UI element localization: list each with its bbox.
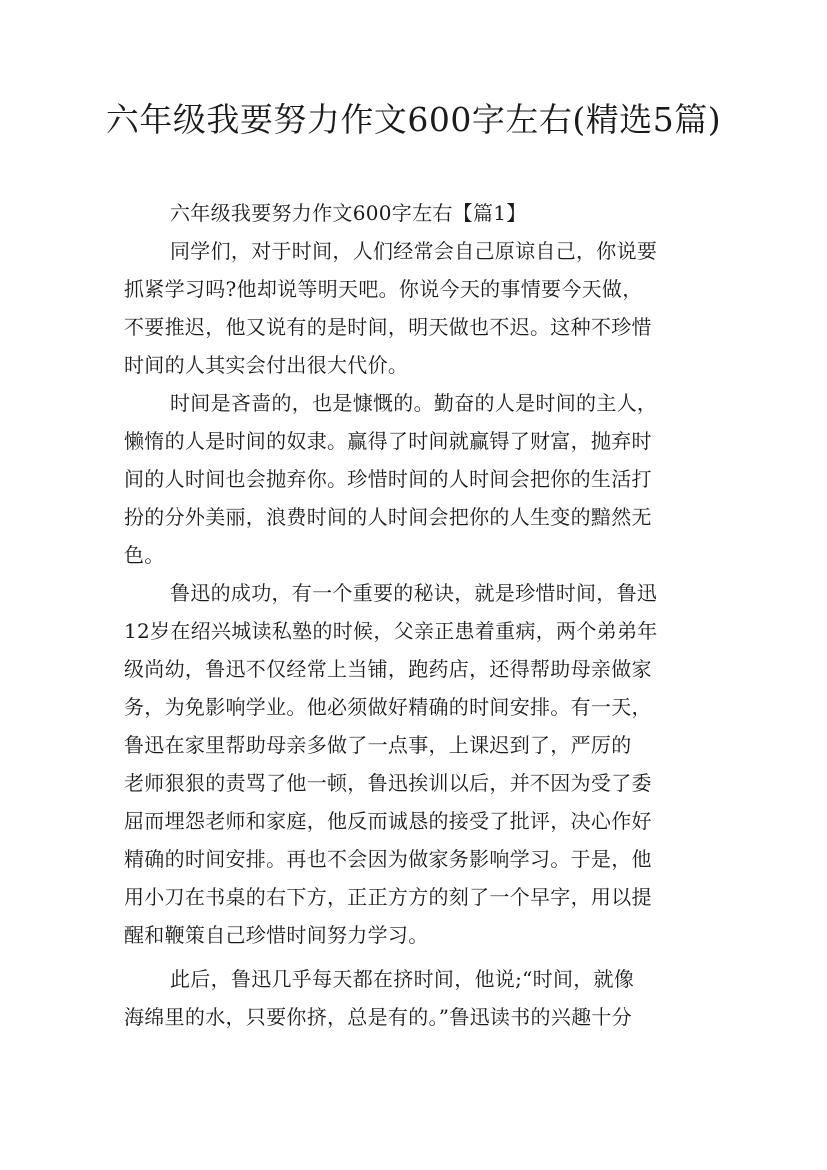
paragraph-line: 时间是吝啬的，也是慷慨的。勤奋的人是时间的主人， (170, 391, 658, 415)
paragraph-line: 鲁迅在家里帮助母亲多做了一点事，上课迟到了，严厉的 (124, 733, 632, 757)
paragraph-line: 老师狠狠的责骂了他一顿，鲁迅挨训以后，并不因为受了委 (124, 771, 652, 795)
paragraph-1 (124, 232, 710, 384)
paragraph-line: 12岁在绍兴城读私塾的时候，父亲正患着重病，两个弟弟年 (124, 619, 658, 643)
paragraph-line: 间的人时间也会抛弃你。珍惜时间的人时间会把你的生活打 (124, 467, 652, 491)
paragraph-line: 时间的人其实会付出很大代价。 (124, 353, 409, 377)
paragraph-line: 抓紧学习吗?他却说等明天吧。你说今天的事情要今天做， (124, 277, 643, 301)
paragraph-line: 同学们，对于时间，人们经常会自己原谅自己，你说要 (170, 239, 658, 263)
paragraph-line: 不要推迟，他又说有的是时间，明天做也不迟。这种不珍惜 (124, 315, 652, 339)
section-heading: 六年级我要努力作文600字左右【篇1】 (170, 201, 527, 225)
paragraph-line: 懒惰的人是时间的奴隶。赢得了时间就赢锝了财富，抛弃时 (124, 429, 652, 453)
paragraph-line: 级尚幼，鲁迅不仅经常上当铺，跑药店，还得帮助母亲做家 (124, 657, 652, 681)
document-title: 六年级我要努力作文600字左右(精选5篇) (105, 100, 722, 139)
paragraph-line: 海绵里的水，只要你挤，总是有的。”鲁迅读书的兴趣十分 (124, 1005, 633, 1029)
paragraph-2 (124, 384, 710, 574)
paragraph-line: 此后，鲁迅几乎每天都在挤时间，他说;“时间，就像 (170, 967, 635, 991)
paragraph-line: 色。 (124, 543, 165, 567)
paragraph-line: 精确的时间安排。再也不会因为做家务影响学习。于是，他 (124, 847, 652, 871)
paragraph-line: 屈而埋怨老师和家庭，他反而诚恳的接受了批评，决心作好 (124, 809, 652, 833)
paragraph-line: 务，为免影响学业。他必须做好精确的时间安排。有一天， (124, 695, 652, 719)
document-body (124, 194, 710, 1036)
paragraph-line: 扮的分外美丽，浪费时间的人时间会把你的人生变的黯然无 (124, 505, 652, 529)
paragraph-line: 用小刀在书桌的右下方，正正方方的刻了一个早字，用以提 (124, 885, 652, 909)
paragraph-line: 醒和鞭策自己珍惜时间努力学习。 (124, 923, 429, 947)
paragraph-line: 鲁迅的成功，有一个重要的秘诀，就是珍惜时间，鲁迅 (170, 581, 658, 605)
paragraph-4 (124, 960, 710, 1036)
paragraph-3 (124, 574, 710, 954)
